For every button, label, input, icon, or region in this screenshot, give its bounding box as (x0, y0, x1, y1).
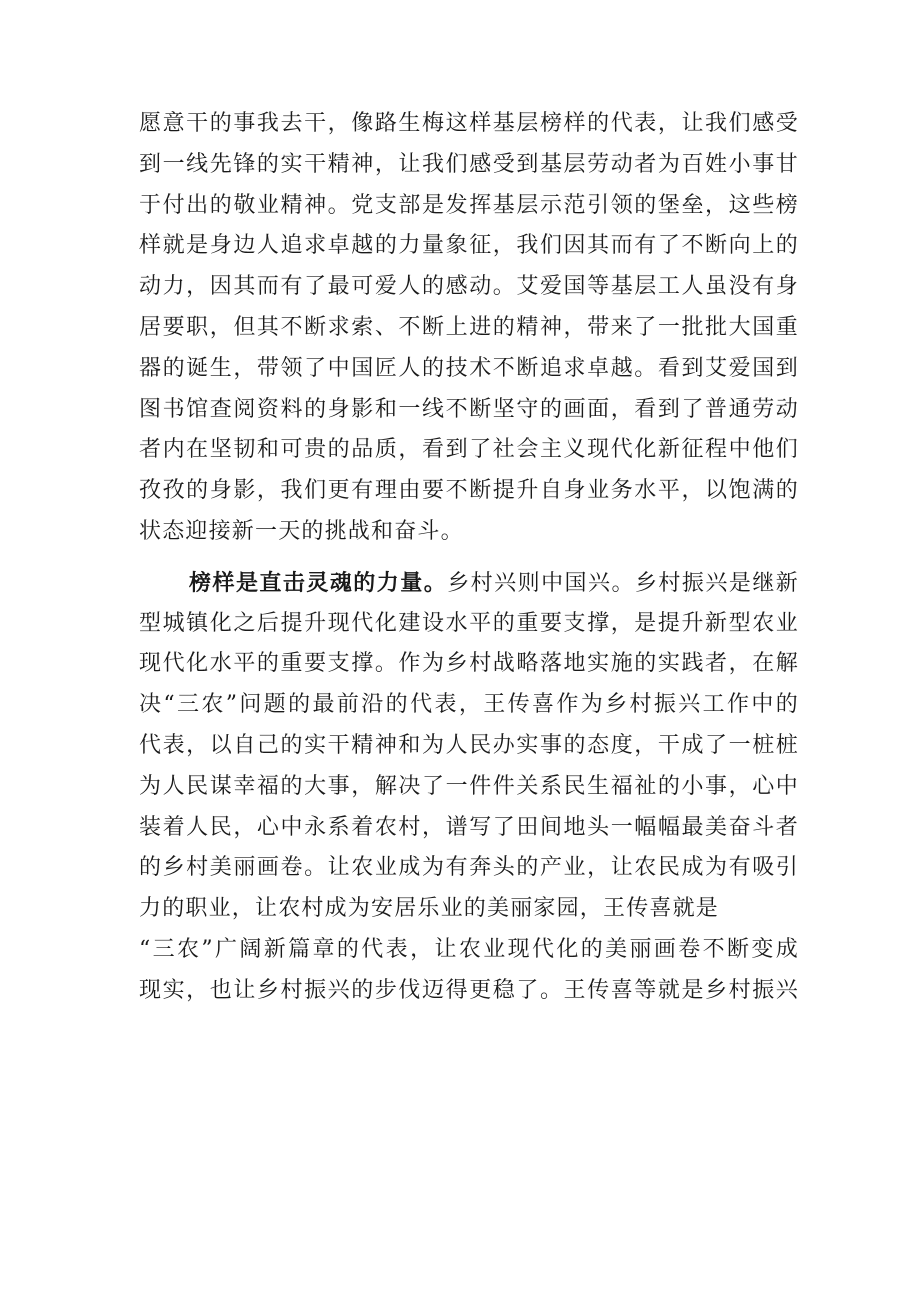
text-line: 装着人民，心中永系着农村，谱写了田间地头一幅幅最美奋斗者 (139, 814, 799, 840)
text-line: 愿意干的事我去干，像路生梅这样基层榜样的代表，让我们感受 (139, 111, 799, 136)
text-line: 现代化水平的重要支撑。作为乡村战略落地实施的实践者，在解 (139, 651, 799, 677)
paragraph-heading: 榜样是直击灵魂的力量。 (189, 569, 448, 596)
body-text (139, 104, 799, 1012)
text-line: 样就是身边人追求卓越的力量象征，我们因其而有了不断向上的 (139, 233, 799, 259)
text-line-first (139, 563, 799, 604)
paragraph-2 (139, 563, 799, 1012)
text-line: 到一线先锋的实干精神，让我们感受到基层劳动者为百姓小事甘 (139, 151, 799, 177)
text-line: 动力，因其而有了最可爱人的感动。艾爱国等基层工人虽没有身 (139, 274, 799, 300)
text-line: 图书馆查阅资料的身影和一线不断坚守的画面，看到了普通劳动 (139, 396, 799, 422)
paragraph-1 (139, 104, 799, 553)
text-line: 于付出的敬业精神。党支部是发挥基层示范引领的堡垒，这些榜 (139, 192, 799, 218)
text-line: 状态迎接新一天的挑战和奋斗。 (139, 518, 464, 544)
text-line: 现实，也让乡村振兴的步伐迈得更稳了。王传喜等就是乡村振兴 (139, 977, 799, 1003)
text-line: 决“三农”问题的最前沿的代表，王传喜作为乡村振兴工作中的 (139, 692, 799, 718)
text-line: 代表，以自己的实干精神和为人民办实事的态度，干成了一桩桩 (139, 732, 799, 758)
text-line: 力的职业，让农村成为安居乐业的美丽家园，王传喜就是 (139, 896, 720, 922)
text-line: 者内在坚韧和可贵的品质，看到了社会主义现代化新征程中他们 (139, 437, 799, 463)
text-line: 型城镇化之后提升现代化建设水平的重要支撑，是提升新型农业 (139, 610, 799, 636)
text-line: 为人民谋幸福的大事，解决了一件件关系民生福祉的小事，心中 (139, 773, 799, 799)
text-line: 的乡村美丽画卷。让农业成为有奔头的产业，让农民成为有吸引 (139, 855, 799, 881)
text-line: 器的诞生，带领了中国匠人的技术不断追求卓越。看到艾爱国到 (139, 355, 799, 381)
text-line: “三农”广阔新篇章的代表，让农业现代化的美丽画卷不断变成 (139, 936, 799, 962)
paragraph-gap (139, 553, 799, 563)
text-line: 居要职，但其不断求索、不断上进的精神，带来了一批批大国重 (139, 314, 799, 340)
text-line: 孜孜的身影，我们更有理由要不断提升自身业务水平，以饱满的 (139, 478, 799, 504)
paragraph-first-line-text: 乡村兴则中国兴。乡村振兴是继新 (447, 570, 799, 596)
